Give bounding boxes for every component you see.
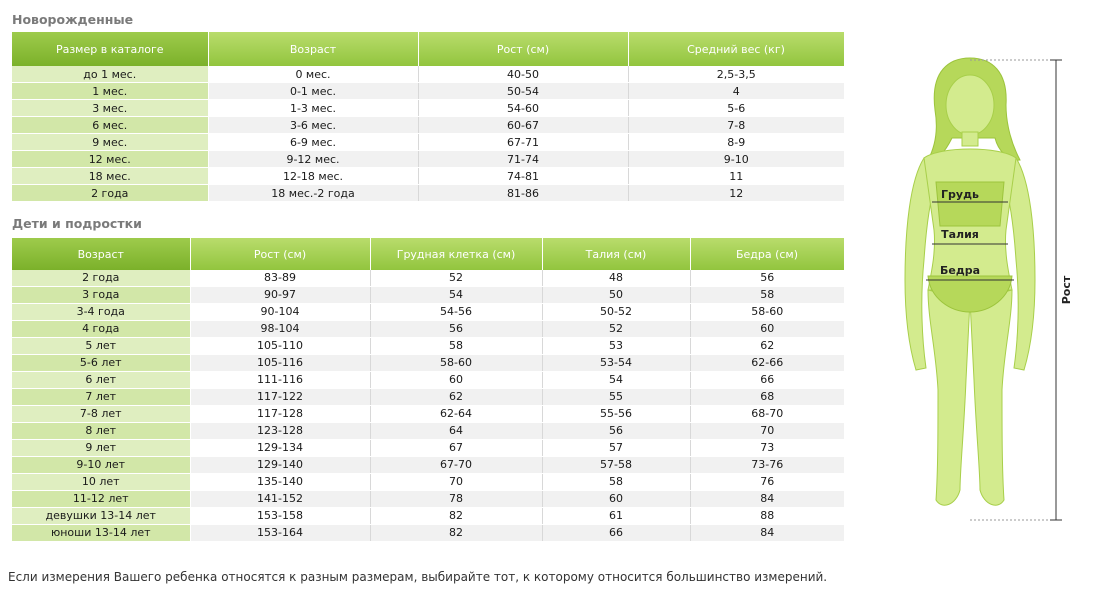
- table-cell: 135-140: [190, 474, 370, 491]
- table-cell: 9-12 мес.: [208, 151, 418, 168]
- kids-table-row: [12, 270, 844, 287]
- table-cell: 53-54: [542, 355, 690, 372]
- table-cell: юноши 13-14 лет: [12, 525, 190, 542]
- table-cell: 117-128: [190, 406, 370, 423]
- table-cell: 12 мес.: [12, 151, 208, 168]
- table-cell: 73-76: [690, 457, 844, 474]
- table-cell: 3-6 мес.: [208, 117, 418, 134]
- kids-table-row: [12, 508, 844, 525]
- table-cell: 6-9 мес.: [208, 134, 418, 151]
- table-cell: 61: [542, 508, 690, 525]
- table-cell: 153-158: [190, 508, 370, 525]
- table-cell: до 1 мес.: [12, 66, 208, 83]
- table-cell: 5 лет: [12, 338, 190, 355]
- table-cell: 7-8 лет: [12, 406, 190, 423]
- kids-table-row: [12, 321, 844, 338]
- table-cell: 0 мес.: [208, 66, 418, 83]
- table-cell: 62-66: [690, 355, 844, 372]
- newborns-table-row: [12, 134, 844, 151]
- newborns-column-header: Средний вес (кг): [628, 32, 844, 66]
- kids-header-row: [12, 238, 844, 270]
- newborns-table-row: [12, 185, 844, 202]
- table-cell: 82: [370, 508, 542, 525]
- kids-column-header: Рост (см): [190, 238, 370, 270]
- table-cell: 153-164: [190, 525, 370, 542]
- table-cell: 66: [690, 372, 844, 389]
- table-cell: 56: [542, 423, 690, 440]
- table-cell: 57: [542, 440, 690, 457]
- kids-size-table: [12, 238, 845, 542]
- table-cell: 66: [542, 525, 690, 542]
- table-cell: 52: [370, 270, 542, 287]
- table-cell: 67-71: [418, 134, 628, 151]
- table-cell: 18 мес.-2 года: [208, 185, 418, 202]
- table-cell: 129-140: [190, 457, 370, 474]
- newborns-table-row: [12, 83, 844, 100]
- table-cell: 9-10: [628, 151, 844, 168]
- kids-column-header: Талия (см): [542, 238, 690, 270]
- table-cell: 60: [370, 372, 542, 389]
- hips-label: Бедра: [939, 264, 981, 277]
- table-cell: 76: [690, 474, 844, 491]
- table-cell: 60-67: [418, 117, 628, 134]
- table-cell: 3 года: [12, 287, 190, 304]
- table-cell: 54: [370, 287, 542, 304]
- chest-label: Грудь: [941, 188, 979, 201]
- child-measurement-figure: [880, 50, 1085, 530]
- table-cell: 58-60: [690, 304, 844, 321]
- newborns-header-row: [12, 32, 844, 66]
- table-cell: 4: [628, 83, 844, 100]
- waist-label: Талия: [941, 228, 979, 241]
- table-cell: 105-110: [190, 338, 370, 355]
- table-cell: 58-60: [370, 355, 542, 372]
- table-cell: 2 года: [12, 185, 208, 202]
- table-cell: девушки 13-14 лет: [12, 508, 190, 525]
- table-cell: 67: [370, 440, 542, 457]
- table-cell: 6 лет: [12, 372, 190, 389]
- table-cell: 9-10 лет: [12, 457, 190, 474]
- kids-column-header: Возраст: [12, 238, 190, 270]
- table-cell: 50: [542, 287, 690, 304]
- table-cell: 57-58: [542, 457, 690, 474]
- table-cell: 8 лет: [12, 423, 190, 440]
- table-cell: 58: [690, 287, 844, 304]
- newborns-table-row: [12, 117, 844, 134]
- table-cell: 58: [370, 338, 542, 355]
- table-cell: 90-97: [190, 287, 370, 304]
- kids-column-header: Бедра (см): [690, 238, 844, 270]
- table-cell: 129-134: [190, 440, 370, 457]
- table-cell: 7 лет: [12, 389, 190, 406]
- table-cell: 117-122: [190, 389, 370, 406]
- table-cell: 81-86: [418, 185, 628, 202]
- table-cell: 0-1 мес.: [208, 83, 418, 100]
- newborns-table-row: [12, 151, 844, 168]
- table-cell: 9 мес.: [12, 134, 208, 151]
- table-cell: 98-104: [190, 321, 370, 338]
- table-cell: 74-81: [418, 168, 628, 185]
- kids-table-row: [12, 406, 844, 423]
- left-leg-shape: [928, 290, 970, 505]
- kids-table-row: [12, 355, 844, 372]
- kids-table-row: [12, 423, 844, 440]
- newborns-table-row: [12, 168, 844, 185]
- table-cell: 84: [690, 525, 844, 542]
- table-cell: 5-6 лет: [12, 355, 190, 372]
- table-cell: 3-4 года: [12, 304, 190, 321]
- kids-table-row: [12, 372, 844, 389]
- table-cell: 8-9: [628, 134, 844, 151]
- table-cell: 1-3 мес.: [208, 100, 418, 117]
- table-cell: 7-8: [628, 117, 844, 134]
- table-cell: 50-54: [418, 83, 628, 100]
- table-cell: 68: [690, 389, 844, 406]
- kids-table-row: [12, 338, 844, 355]
- neck-shape: [962, 132, 978, 146]
- table-cell: 54-60: [418, 100, 628, 117]
- kids-table-row: [12, 474, 844, 491]
- table-cell: 54: [542, 372, 690, 389]
- newborns-section-title: Новорожденные: [12, 12, 134, 27]
- table-cell: 3 мес.: [12, 100, 208, 117]
- table-cell: 82: [370, 525, 542, 542]
- table-cell: 60: [542, 491, 690, 508]
- table-cell: 6 мес.: [12, 117, 208, 134]
- table-cell: 11-12 лет: [12, 491, 190, 508]
- kids-table-row: [12, 491, 844, 508]
- kids-column-header: Грудная клетка (см): [370, 238, 542, 270]
- table-cell: 62-64: [370, 406, 542, 423]
- table-cell: 123-128: [190, 423, 370, 440]
- kids-table-row: [12, 304, 844, 321]
- table-cell: 2,5-3,5: [628, 66, 844, 83]
- table-cell: 54-56: [370, 304, 542, 321]
- table-cell: 105-116: [190, 355, 370, 372]
- table-cell: 73: [690, 440, 844, 457]
- kids-section-title: Дети и подростки: [12, 216, 142, 231]
- table-cell: 53: [542, 338, 690, 355]
- table-cell: 56: [690, 270, 844, 287]
- table-cell: 88: [690, 508, 844, 525]
- table-cell: 12-18 мес.: [208, 168, 418, 185]
- table-cell: 56: [370, 321, 542, 338]
- height-label: Рост: [1060, 275, 1073, 305]
- table-cell: 40-50: [418, 66, 628, 83]
- table-cell: 70: [370, 474, 542, 491]
- newborns-column-header: Возраст: [208, 32, 418, 66]
- table-cell: 5-6: [628, 100, 844, 117]
- table-cell: 52: [542, 321, 690, 338]
- table-cell: 12: [628, 185, 844, 202]
- kids-table-row: [12, 457, 844, 474]
- footnote-text: Если измерения Вашего ребенка относятся к разным размерам, выбирайте тот, к которому относится большинство измерений.: [8, 570, 828, 584]
- table-cell: 10 лет: [12, 474, 190, 491]
- table-cell: 111-116: [190, 372, 370, 389]
- kids-table-row: [12, 389, 844, 406]
- table-cell: 18 мес.: [12, 168, 208, 185]
- table-cell: 64: [370, 423, 542, 440]
- table-cell: 83-89: [190, 270, 370, 287]
- table-cell: 78: [370, 491, 542, 508]
- table-cell: 58: [542, 474, 690, 491]
- table-cell: 55: [542, 389, 690, 406]
- table-cell: 62: [370, 389, 542, 406]
- table-cell: 9 лет: [12, 440, 190, 457]
- table-cell: 141-152: [190, 491, 370, 508]
- newborns-column-header: Размер в каталоге: [12, 32, 208, 66]
- table-cell: 55-56: [542, 406, 690, 423]
- kids-table-row: [12, 440, 844, 457]
- table-cell: 50-52: [542, 304, 690, 321]
- right-leg-shape: [970, 290, 1012, 505]
- kids-table-row: [12, 287, 844, 304]
- table-cell: 90-104: [190, 304, 370, 321]
- newborns-table-row: [12, 66, 844, 83]
- table-cell: 67-70: [370, 457, 542, 474]
- newborns-table-row: [12, 100, 844, 117]
- table-cell: 1 мес.: [12, 83, 208, 100]
- table-cell: 48: [542, 270, 690, 287]
- kids-table-row: [12, 525, 844, 542]
- head-shape: [946, 75, 994, 135]
- newborns-size-table: [12, 32, 845, 202]
- table-cell: 70: [690, 423, 844, 440]
- table-cell: 68-70: [690, 406, 844, 423]
- table-cell: 62: [690, 338, 844, 355]
- table-cell: 11: [628, 168, 844, 185]
- table-cell: 71-74: [418, 151, 628, 168]
- table-cell: 4 года: [12, 321, 190, 338]
- table-cell: 2 года: [12, 270, 190, 287]
- table-cell: 60: [690, 321, 844, 338]
- newborns-column-header: Рост (см): [418, 32, 628, 66]
- table-cell: 84: [690, 491, 844, 508]
